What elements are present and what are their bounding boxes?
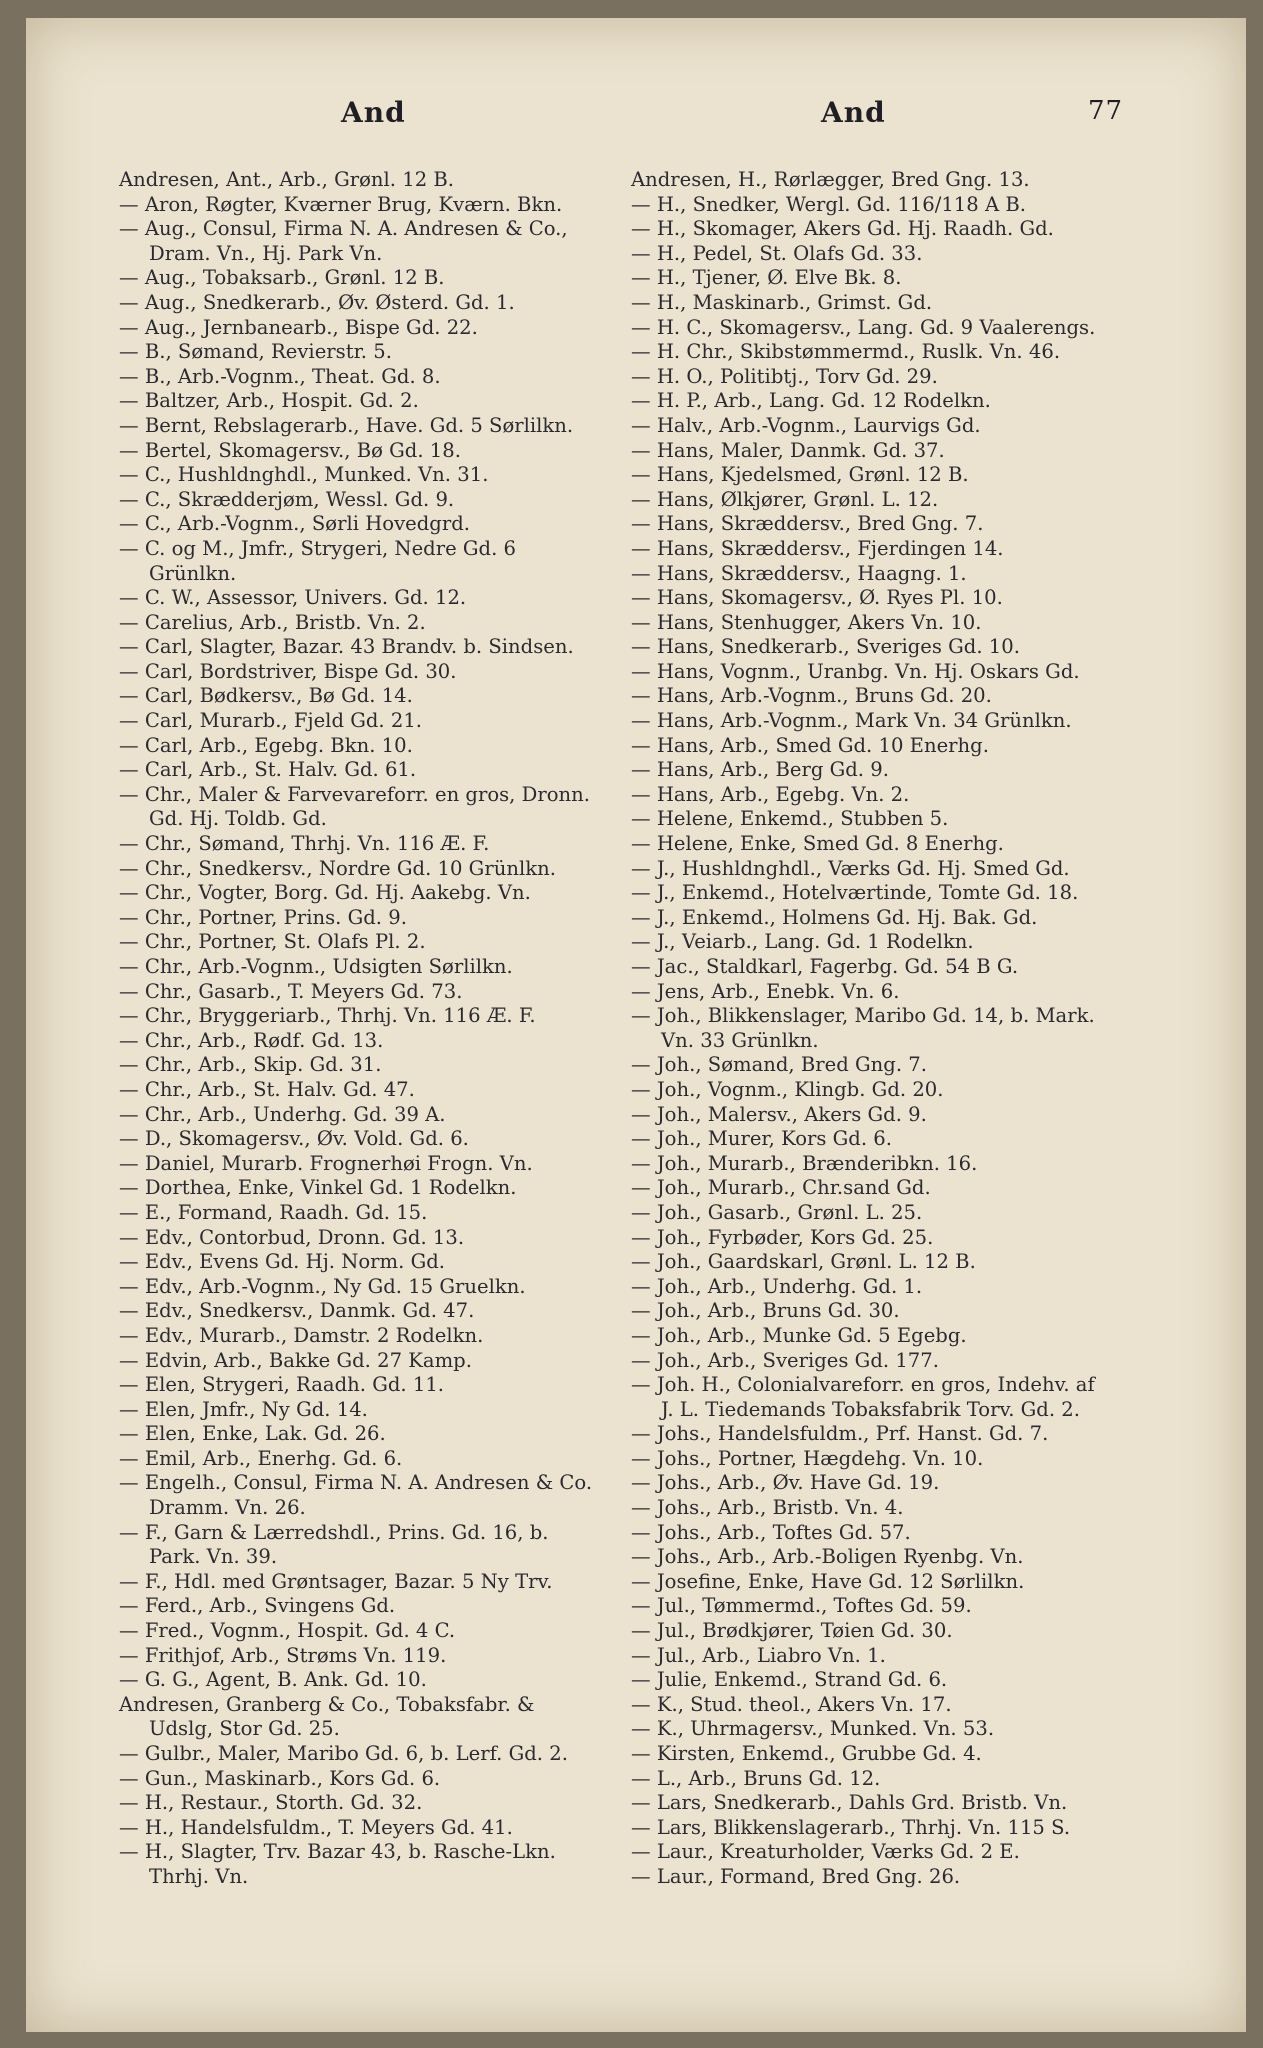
directory-entry: — H. O., Politibtj., Torv Gd. 29.	[631, 364, 938, 388]
directory-entry: — Lars, Blikkenslagerarb., Thrhj. Vn. 115 S.	[631, 1815, 1071, 1839]
directory-entry: — Edv., Murarb., Damstr. 2 Rodelkn.	[119, 1323, 484, 1347]
directory-entry: — J., Hushldnghdl., Værks Gd. Hj. Smed Gd.	[631, 856, 1070, 880]
directory-entry: — Jul., Tømmermd., Toftes Gd. 59.	[631, 1594, 972, 1618]
directory-entry: — Elen, Jmfr., Ny Gd. 14.	[119, 1397, 368, 1421]
directory-entry: — Johs., Portner, Hægdehg. Vn. 10.	[631, 1446, 984, 1470]
directory-entry: — Elen, Enke, Lak. Gd. 26.	[119, 1422, 386, 1446]
directory-entry: — Jul., Brødkjører, Tøien Gd. 30.	[631, 1619, 953, 1643]
directory-entry: — Chr., Bryggeriarb., Thrhj. Vn. 116 Æ. F.	[119, 1004, 536, 1028]
directory-entry: — B., Arb.-Vognm., Theat. Gd. 8.	[119, 364, 441, 388]
directory-entry: — Joh., Murer, Kors Gd. 6.	[631, 1127, 892, 1151]
directory-entry: — Laur., Formand, Bred Gng. 26.	[631, 1864, 961, 1888]
directory-entry: — Joh., Fyrbøder, Kors Gd. 25.	[631, 1225, 934, 1249]
directory-entry: — Carl, Bordstriver, Bispe Gd. 30.	[119, 659, 457, 683]
directory-entry: — Bernt, Rebslagerarb., Have. Gd. 5 Sørlilkn.	[119, 413, 574, 437]
directory-entry: — E., Formand, Raadh. Gd. 15.	[119, 1200, 428, 1224]
directory-entry: — Joh. H., Colonialvareforr. en gros, Indehv. af J. L. Tiedemands Tobaksfabrik Torv. Gd. 2.	[631, 1373, 1095, 1421]
directory-entry: — Chr., Arb., St. Halv. Gd. 47.	[119, 1077, 415, 1101]
directory-entry: — J., Veiarb., Lang. Gd. 1 Rodelkn.	[631, 930, 974, 954]
directory-entry: — Edv., Snedkersv., Danmk. Gd. 47.	[119, 1299, 475, 1323]
directory-entry: — Carelius, Arb., Bristb. Vn. 2.	[119, 610, 426, 634]
directory-entry: — Aug., Consul, Firma N. A. Andresen & Co., Dram. Vn., Hj. Park Vn.	[119, 217, 568, 265]
directory-entry: — Joh., Sømand, Bred Gng. 7.	[631, 1053, 927, 1077]
directory-entry: — C. og M., Jmfr., Strygeri, Nedre Gd. 6 Grünlkn.	[119, 536, 517, 585]
directory-entry: — Hans, Skræddersv., Fjerdingen 14.	[631, 536, 1004, 560]
directory-entry: — Aug., Snedkerarb., Øv. Østerd. Gd. 1.	[119, 290, 515, 314]
right-column	[631, 168, 1111, 1890]
directory-entry: — Hans, Arb., Egebg. Vn. 2.	[631, 782, 910, 806]
directory-entry: — G. G., Agent, B. Ank. Gd. 10.	[119, 1668, 427, 1692]
directory-entry: — Edvin, Arb., Bakke Gd. 27 Kamp.	[119, 1348, 472, 1372]
directory-entry: — L., Arb., Bruns Gd. 12.	[631, 1766, 881, 1790]
directory-entry: — Hans, Maler, Danmk. Gd. 37.	[631, 438, 945, 462]
directory-entry: — Aug., Tobaksarb., Grønl. 12 B.	[119, 266, 445, 290]
directory-entry: — K., Stud. theol., Akers Vn. 17.	[631, 1692, 952, 1716]
directory-entry: Andresen, Ant., Arb., Grønl. 12 B.	[119, 168, 455, 191]
directory-entry: — D., Skomagersv., Øv. Vold. Gd. 6.	[119, 1127, 469, 1151]
directory-entry: — Aron, Røgter, Kværner Brug, Kværn. Bkn.	[119, 192, 563, 216]
directory-entry: — J., Enkemd., Hotelværtinde, Tomte Gd. 18.	[631, 881, 1079, 905]
directory-entry: — Edv., Evens Gd. Hj. Norm. Gd.	[119, 1250, 446, 1274]
page-number: 77	[1088, 96, 1124, 126]
directory-entry: — Hans, Skomagersv., Ø. Ryes Pl. 10.	[631, 586, 1003, 610]
directory-entry: — C. W., Assessor, Univers. Gd. 12.	[119, 586, 467, 610]
directory-entry: — K., Uhrmagersv., Munked. Vn. 53.	[631, 1717, 995, 1741]
directory-entry: — Hans, Ølkjører, Grønl. L. 12.	[631, 487, 939, 511]
directory-entry: — C., Arb.-Vognm., Sørli Hovedgrd.	[119, 512, 470, 536]
directory-entry: — Chr., Arb., Underhg. Gd. 39 A.	[119, 1102, 446, 1126]
directory-entry: — C., Skrædderjøm, Wessl. Gd. 9.	[119, 487, 455, 511]
directory-entry: — Frithjof, Arb., Strøms Vn. 119.	[119, 1643, 447, 1667]
directory-entry: — H. C., Skomagersv., Lang. Gd. 9 Vaalerengs.	[631, 315, 1096, 339]
directory-entry: — Gulbr., Maler, Maribo Gd. 6, b. Lerf. Gd. 2.	[119, 1742, 568, 1765]
directory-entry: — Elen, Strygeri, Raadh. Gd. 11.	[119, 1373, 445, 1397]
directory-entry: — Fred., Vognm., Hospit. Gd. 4 C.	[119, 1619, 456, 1643]
directory-entry: — Joh., Arb., Munke Gd. 5 Egebg.	[631, 1323, 967, 1347]
directory-entry: — H., Skomager, Akers Gd. Hj. Raadh. Gd.	[631, 217, 1054, 241]
directory-entry: — Helene, Enkemd., Stubben 5.	[631, 807, 949, 831]
directory-entry: — Johs., Arb., Øv. Have Gd. 19.	[631, 1471, 940, 1495]
directory-entry: — Halv., Arb.-Vognm., Laurvigs Gd.	[631, 413, 981, 437]
running-head-left: And	[341, 96, 406, 129]
directory-entry: — Johs., Arb., Arb.-Boligen Ryenbg. Vn.	[631, 1545, 1024, 1569]
directory-entry: — Hans, Arb.-Vognm., Mark Vn. 34 Grünlkn.	[631, 709, 1072, 733]
directory-entry: — Josefine, Enke, Have Gd. 12 Sørlilkn.	[631, 1569, 1025, 1593]
directory-entry: — Lars, Snedkerarb., Dahls Grd. Bristb. Vn.	[631, 1791, 1068, 1815]
directory-entry: — C., Hushldnghdl., Munked. Vn. 31.	[119, 463, 489, 487]
directory-entry: — Dorthea, Enke, Vinkel Gd. 1 Rodelkn.	[119, 1176, 517, 1200]
directory-entry: — H., Handelsfuldm., T. Meyers Gd. 41.	[119, 1815, 513, 1839]
directory-entry: — Chr., Arb., Rødf. Gd. 13.	[119, 1028, 384, 1052]
directory-entry: — Chr., Portner, Prins. Gd. 9.	[119, 905, 407, 929]
directory-entry: — Hans, Vognm., Uranbg. Vn. Hj. Oskars Gd.	[631, 659, 1080, 683]
directory-entry: — Johs., Handelsfuldm., Prf. Hanst. Gd. 7.	[631, 1422, 1049, 1446]
directory-entry: — Joh., Malersv., Akers Gd. 9.	[631, 1102, 927, 1126]
left-column	[119, 168, 599, 1890]
directory-entry: — Chr., Maler & Farvevareforr. en gros, Dronn. Gd. Hj. Toldb. Gd.	[119, 782, 590, 831]
directory-entry: — Joh., Arb., Sveriges Gd. 177.	[631, 1348, 939, 1372]
directory-entry: — B., Sømand, Revierstr. 5.	[119, 340, 392, 364]
directory-entry: — Helene, Enke, Smed Gd. 8 Enerhg.	[631, 832, 1004, 856]
directory-entry: Andresen, Granberg & Co., Tobaksfabr. & Udslg, Stor Gd. 25.	[119, 1692, 535, 1741]
directory-entry: — Chr., Sømand, Thrhj. Vn. 116 Æ. F.	[119, 832, 490, 856]
directory-entry: — Gun., Maskinarb., Kors Gd. 6.	[119, 1766, 441, 1790]
directory-entry: — H., Restaur., Storth. Gd. 32.	[119, 1791, 423, 1815]
directory-entry: — Joh., Gasarb., Grønl. L. 25.	[631, 1200, 923, 1224]
directory-entry: — Ferd., Arb., Svingens Gd.	[119, 1594, 396, 1618]
directory-entry: — Johs., Arb., Toftes Gd. 57.	[631, 1520, 911, 1544]
directory-entry: — Chr., Snedkersv., Nordre Gd. 10 Grünlkn.	[119, 856, 556, 880]
directory-entry: — Jul., Arb., Liabro Vn. 1.	[631, 1643, 886, 1667]
directory-entry: — Carl, Murarb., Fjeld Gd. 21.	[119, 709, 423, 733]
directory-entry: — Hans, Arb., Smed Gd. 10 Enerhg.	[631, 733, 989, 757]
directory-entry: — Aug., Jernbanearb., Bispe Gd. 22.	[119, 315, 478, 339]
directory-entry: — H., Slagter, Trv. Bazar 43, b. Rasche-Lkn. Thrhj. Vn.	[119, 1840, 556, 1888]
directory-entry: — Chr., Vogter, Borg. Gd. Hj. Aakebg. Vn.	[119, 881, 531, 905]
directory-entry: — Carl, Arb., St. Halv. Gd. 61.	[119, 758, 417, 782]
directory-entry: — F., Garn & Lærredshdl., Prins. Gd. 16, b. Park. Vn. 39.	[119, 1520, 549, 1569]
directory-entry: — Bertel, Skomagersv., Bø Gd. 18.	[119, 438, 461, 462]
running-head-right: And	[821, 96, 886, 129]
directory-entry: — Laur., Kreaturholder, Værks Gd. 2 E.	[631, 1840, 1020, 1864]
directory-entry: — Jens, Arb., Enebk. Vn. 6.	[631, 979, 900, 1003]
book-page	[26, 18, 1246, 2032]
directory-entry: — J., Enkemd., Holmens Gd. Hj. Bak. Gd.	[631, 905, 1038, 929]
directory-entry: — Hans, Skræddersv., Bred Gng. 7.	[631, 512, 984, 536]
directory-entry: — Emil, Arb., Enerhg. Gd. 6.	[119, 1446, 403, 1470]
directory-entry: — Hans, Stenhugger, Akers Vn. 10.	[631, 610, 982, 634]
directory-entry: — Hans, Kjedelsmed, Grønl. 12 B.	[631, 463, 969, 487]
directory-entry: — H. Chr., Skibstømmermd., Ruslk. Vn. 46.	[631, 340, 1061, 364]
directory-entry: — Jac., Staldkarl, Fagerbg. Gd. 54 B G.	[631, 955, 1019, 978]
directory-entry: — Chr., Arb.-Vognm., Udsigten Sørlilkn.	[119, 955, 513, 978]
directory-entry: — Carl, Slagter, Bazar. 43 Brandv. b. Sindsen.	[119, 635, 574, 659]
directory-entry: — H., Pedel, St. Olafs Gd. 33.	[631, 241, 923, 265]
directory-entry: — Joh., Blikkenslager, Maribo Gd. 14, b. Mark. Vn. 33 Grünlkn.	[631, 1004, 1095, 1052]
directory-entry: — Hans, Skræddersv., Haagng. 1.	[631, 561, 967, 585]
directory-entry: — Joh., Arb., Underhg. Gd. 1.	[631, 1274, 923, 1298]
directory-entry: — Baltzer, Arb., Hospit. Gd. 2.	[119, 389, 419, 413]
directory-entry: — Joh., Gaardskarl, Grønl. L. 12 B.	[631, 1250, 976, 1274]
directory-entry: — H., Tjener, Ø. Elve Bk. 8.	[631, 266, 902, 290]
directory-entry: — H. P., Arb., Lang. Gd. 12 Rodelkn.	[631, 389, 991, 413]
directory-entry: — Hans, Arb.-Vognm., Bruns Gd. 20.	[631, 684, 992, 708]
directory-entry: — Johs., Arb., Bristb. Vn. 4.	[631, 1496, 904, 1520]
directory-entry: — Joh., Murarb., Chr.sand Gd.	[631, 1176, 931, 1200]
directory-entry: — Edv., Contorbud, Dronn. Gd. 13.	[119, 1225, 465, 1249]
directory-entry: — Daniel, Murarb. Frognerhøi Frogn. Vn.	[119, 1151, 533, 1175]
directory-entry: — H., Snedker, Wergl. Gd. 116/118 A B.	[631, 192, 1026, 216]
directory-entry: — Joh., Vognm., Klingb. Gd. 20.	[631, 1077, 944, 1101]
directory-entry: — Carl, Bødkersv., Bø Gd. 14.	[119, 684, 413, 708]
directory-entry: — Chr., Portner, St. Olafs Pl. 2.	[119, 930, 426, 954]
directory-entry: — Hans, Snedkerarb., Sveriges Gd. 10.	[631, 635, 1020, 659]
directory-entry: — Hans, Arb., Berg Gd. 9.	[631, 758, 889, 782]
directory-entry: — Joh., Murarb., Brænderibkn. 16.	[631, 1151, 978, 1175]
directory-entry: — F., Hdl. med Grøntsager, Bazar. 5 Ny Trv.	[119, 1569, 553, 1593]
directory-entry: — Chr., Gasarb., T. Meyers Gd. 73.	[119, 979, 463, 1003]
directory-entry: — Edv., Arb.-Vognm., Ny Gd. 15 Gruelkn.	[119, 1274, 526, 1298]
directory-entry: — Carl, Arb., Egebg. Bkn. 10.	[119, 733, 413, 757]
directory-entry: — Joh., Arb., Bruns Gd. 30.	[631, 1299, 900, 1323]
directory-entry: — Engelh., Consul, Firma N. A. Andresen & Co. Dramm. Vn. 26.	[119, 1471, 593, 1520]
directory-entry: — Chr., Arb., Skip. Gd. 31.	[119, 1053, 382, 1077]
directory-entry: — H., Maskinarb., Grimst. Gd.	[631, 290, 933, 314]
directory-entry: — Julie, Enkemd., Strand Gd. 6.	[631, 1668, 948, 1692]
directory-entry: — Kirsten, Enkemd., Grubbe Gd. 4.	[631, 1742, 982, 1765]
directory-entry: Andresen, H., Rørlægger, Bred Gng. 13.	[631, 168, 1030, 191]
